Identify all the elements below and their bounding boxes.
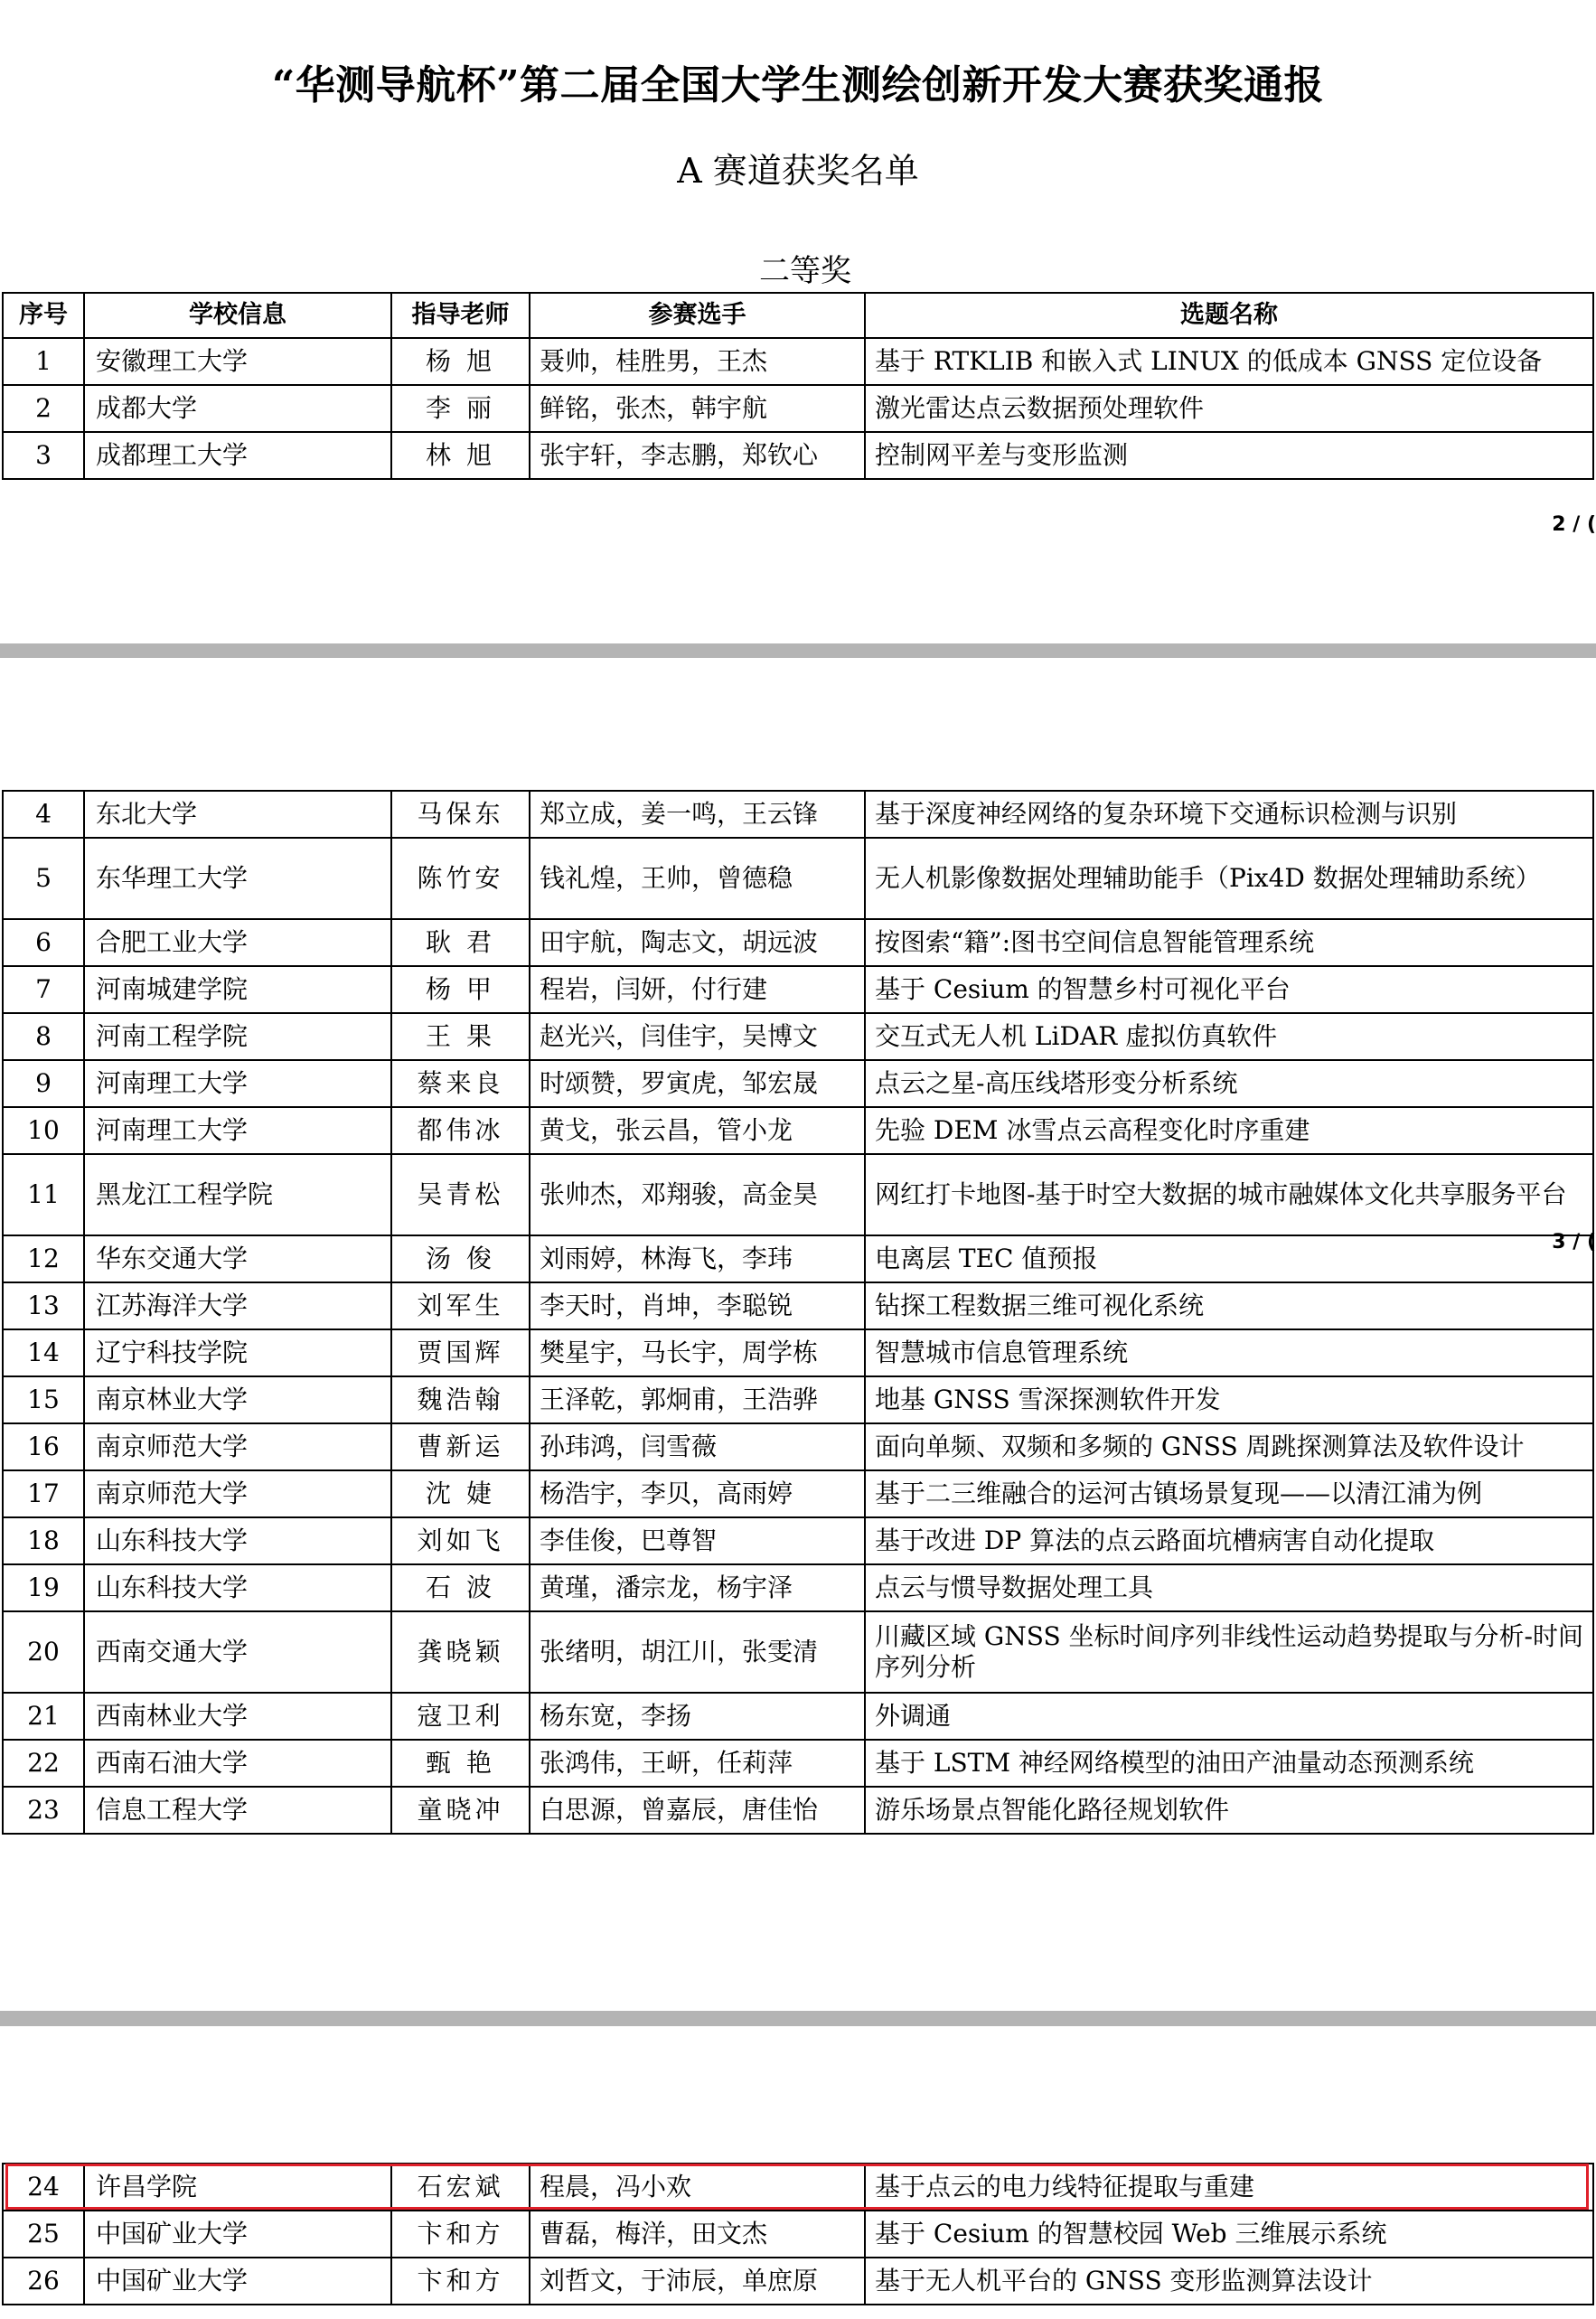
cell-advisor: 甄 艳 bbox=[391, 1740, 530, 1787]
cell-project-title: 智慧城市信息管理系统 bbox=[865, 1329, 1593, 1376]
table-row bbox=[3, 1329, 1593, 1376]
cell-advisor: 龚晓颖 bbox=[391, 1611, 530, 1693]
document-subtitle: A 赛道获奖名单 bbox=[677, 151, 919, 191]
cell-school: 江苏海洋大学 bbox=[84, 1282, 391, 1329]
table-row bbox=[3, 1740, 1593, 1787]
cell-team-members: 张鸿伟，王岍，任莉萍 bbox=[530, 1740, 865, 1787]
cell-team-members: 白思源，曾嘉辰，唐佳怡 bbox=[530, 1787, 865, 1834]
cell-project-title: 按图索“籍”:图书空间信息智能管理系统 bbox=[865, 919, 1593, 966]
cell-advisor: 马保东 bbox=[391, 791, 530, 838]
cell-team-members: 聂帅，桂胜男，王杰 bbox=[530, 338, 865, 385]
cell-serial-number: 24 bbox=[3, 2164, 84, 2211]
cell-project-title: 基于 LSTM 神经网络模型的油田产油量动态预测系统 bbox=[865, 1740, 1593, 1787]
cell-team-members: 李天时，肖坤，李聪锐 bbox=[530, 1282, 865, 1329]
table-row bbox=[3, 2164, 1593, 2211]
cell-team-members: 樊星宇，马长宇，周学栋 bbox=[530, 1329, 865, 1376]
cell-team-members: 黄瑾，潘宗龙，杨宇泽 bbox=[530, 1564, 865, 1611]
award-level-heading: 二等奖 bbox=[759, 253, 851, 289]
cell-serial-number: 23 bbox=[3, 1787, 84, 1834]
column-header-serial-number: 序号 bbox=[3, 293, 84, 338]
cell-project-title: 钻探工程数据三维可视化系统 bbox=[865, 1282, 1593, 1329]
cell-school: 南京师范大学 bbox=[84, 1423, 391, 1470]
cell-advisor: 曹新运 bbox=[391, 1423, 530, 1470]
cell-team-members: 钱礼煌，王帅，曾德稳 bbox=[530, 838, 865, 919]
cell-school: 河南理工大学 bbox=[84, 1107, 391, 1154]
cell-advisor: 魏浩翰 bbox=[391, 1376, 530, 1423]
cell-project-title: 基于 RTKLIB 和嵌入式 LINUX 的低成本 GNSS 定位设备 bbox=[865, 338, 1593, 385]
page-number: 2 / ( bbox=[1552, 513, 1596, 536]
cell-advisor: 杨 甲 bbox=[391, 966, 530, 1013]
cell-advisor: 童晓冲 bbox=[391, 1787, 530, 1834]
cell-school: 河南理工大学 bbox=[84, 1060, 391, 1107]
cell-serial-number: 15 bbox=[3, 1376, 84, 1423]
table-row bbox=[3, 1107, 1593, 1154]
cell-project-title: 控制网平差与变形监测 bbox=[865, 432, 1593, 479]
cell-school: 南京师范大学 bbox=[84, 1470, 391, 1517]
table-row bbox=[3, 1470, 1593, 1517]
page-number: 3 / ( bbox=[1552, 1231, 1596, 1253]
cell-project-title: 基于二三维融合的运河古镇场景复现——以清江浦为例 bbox=[865, 1470, 1593, 1517]
cell-project-title: 基于 Cesium 的智慧校园 Web 三维展示系统 bbox=[865, 2211, 1593, 2258]
cell-advisor: 王 果 bbox=[391, 1013, 530, 1060]
column-header-advisor: 指导老师 bbox=[391, 293, 530, 338]
cell-project-title: 基于深度神经网络的复杂环境下交通标识检测与识别 bbox=[865, 791, 1593, 838]
cell-serial-number: 19 bbox=[3, 1564, 84, 1611]
table-row bbox=[3, 1423, 1593, 1470]
page-separator bbox=[0, 2011, 1596, 2026]
table-row bbox=[3, 1787, 1593, 1834]
page-separator bbox=[0, 643, 1596, 658]
table-row bbox=[3, 338, 1593, 385]
cell-team-members: 张宇轩，李志鹏，郑钦心 bbox=[530, 432, 865, 479]
cell-project-title: 基于点云的电力线特征提取与重建 bbox=[865, 2164, 1593, 2211]
table-row bbox=[3, 2258, 1593, 2305]
cell-serial-number: 11 bbox=[3, 1154, 84, 1235]
column-header-school: 学校信息 bbox=[84, 293, 391, 338]
table-row bbox=[3, 1611, 1593, 1693]
cell-school: 东北大学 bbox=[84, 791, 391, 838]
cell-school: 河南工程学院 bbox=[84, 1013, 391, 1060]
cell-advisor: 刘如飞 bbox=[391, 1517, 530, 1564]
document-title: “华测导航杯”第二届全国大学生测绘创新开发大赛获奖通报 bbox=[271, 62, 1325, 108]
cell-team-members: 时颂赞，罗寅虎，邹宏晟 bbox=[530, 1060, 865, 1107]
table-row bbox=[3, 966, 1593, 1013]
table-row bbox=[3, 1235, 1593, 1282]
cell-team-members: 孙玮鸿，闫雪薇 bbox=[530, 1423, 865, 1470]
table-row bbox=[3, 1282, 1593, 1329]
cell-serial-number: 2 bbox=[3, 385, 84, 432]
cell-project-title: 基于改进 DP 算法的点云路面坑槽病害自动化提取 bbox=[865, 1517, 1593, 1564]
cell-serial-number: 10 bbox=[3, 1107, 84, 1154]
column-header-project-title: 选题名称 bbox=[865, 293, 1593, 338]
cell-school: 山东科技大学 bbox=[84, 1564, 391, 1611]
cell-advisor: 石 波 bbox=[391, 1564, 530, 1611]
cell-serial-number: 25 bbox=[3, 2211, 84, 2258]
cell-serial-number: 26 bbox=[3, 2258, 84, 2305]
table-row bbox=[3, 1060, 1593, 1107]
cell-team-members: 张绪明，胡江川，张雯清 bbox=[530, 1611, 865, 1693]
cell-project-title: 交互式无人机 LiDAR 虚拟仿真软件 bbox=[865, 1013, 1593, 1060]
cell-serial-number: 16 bbox=[3, 1423, 84, 1470]
table-header-row bbox=[3, 293, 1593, 338]
cell-serial-number: 14 bbox=[3, 1329, 84, 1376]
cell-advisor: 贾国辉 bbox=[391, 1329, 530, 1376]
cell-school: 安徽理工大学 bbox=[84, 338, 391, 385]
cell-project-title: 基于无人机平台的 GNSS 变形监测算法设计 bbox=[865, 2258, 1593, 2305]
cell-advisor: 都伟冰 bbox=[391, 1107, 530, 1154]
cell-serial-number: 13 bbox=[3, 1282, 84, 1329]
cell-team-members: 黄戈，张云昌，管小龙 bbox=[530, 1107, 865, 1154]
cell-advisor: 卞和方 bbox=[391, 2258, 530, 2305]
cell-project-title: 面向单频、双频和多频的 GNSS 周跳探测算法及软件设计 bbox=[865, 1423, 1593, 1470]
cell-team-members: 王泽乾，郭炯甫，王浩骅 bbox=[530, 1376, 865, 1423]
table-row bbox=[3, 1154, 1593, 1235]
cell-project-title: 点云之星-高压线塔形变分析系统 bbox=[865, 1060, 1593, 1107]
cell-team-members: 刘哲文，于沛辰，单庶原 bbox=[530, 2258, 865, 2305]
cell-team-members: 曹磊，梅洋，田文杰 bbox=[530, 2211, 865, 2258]
cell-school: 合肥工业大学 bbox=[84, 919, 391, 966]
cell-advisor: 耿 君 bbox=[391, 919, 530, 966]
cell-team-members: 赵光兴，闫佳宇，吴博文 bbox=[530, 1013, 865, 1060]
cell-team-members: 郑立成，姜一鸣，王云锋 bbox=[530, 791, 865, 838]
cell-advisor: 吴青松 bbox=[391, 1154, 530, 1235]
cell-school: 黑龙江工程学院 bbox=[84, 1154, 391, 1235]
table-row bbox=[3, 1564, 1593, 1611]
cell-serial-number: 5 bbox=[3, 838, 84, 919]
cell-advisor: 刘军生 bbox=[391, 1282, 530, 1329]
cell-school: 成都大学 bbox=[84, 385, 391, 432]
award-table-part-1 bbox=[2, 292, 1594, 480]
table-row bbox=[3, 2211, 1593, 2258]
cell-team-members: 田宇航，陶志文，胡远波 bbox=[530, 919, 865, 966]
cell-project-title: 地基 GNSS 雪深探测软件开发 bbox=[865, 1376, 1593, 1423]
cell-serial-number: 22 bbox=[3, 1740, 84, 1787]
cell-project-title: 激光雷达点云数据预处理软件 bbox=[865, 385, 1593, 432]
cell-project-title: 游乐场景点智能化路径规划软件 bbox=[865, 1787, 1593, 1834]
column-header-team-members: 参赛选手 bbox=[530, 293, 865, 338]
cell-project-title: 电离层 TEC 值预报 bbox=[865, 1235, 1593, 1282]
cell-serial-number: 18 bbox=[3, 1517, 84, 1564]
cell-project-title: 网红打卡地图-基于时空大数据的城市融媒体文化共享服务平台 bbox=[865, 1154, 1593, 1235]
cell-advisor: 林 旭 bbox=[391, 432, 530, 479]
cell-school: 信息工程大学 bbox=[84, 1787, 391, 1834]
cell-project-title: 基于 Cesium 的智慧乡村可视化平台 bbox=[865, 966, 1593, 1013]
cell-advisor: 沈 婕 bbox=[391, 1470, 530, 1517]
table-row bbox=[3, 432, 1593, 479]
cell-team-members: 鲜铭，张杰，韩宇航 bbox=[530, 385, 865, 432]
cell-school: 成都理工大学 bbox=[84, 432, 391, 479]
cell-serial-number: 1 bbox=[3, 338, 84, 385]
table-row bbox=[3, 1013, 1593, 1060]
table-row bbox=[3, 1517, 1593, 1564]
cell-advisor: 汤 俊 bbox=[391, 1235, 530, 1282]
table-row bbox=[3, 1376, 1593, 1423]
cell-school: 南京林业大学 bbox=[84, 1376, 391, 1423]
cell-project-title: 无人机影像数据处理辅助能手（Pix4D 数据处理辅助系统） bbox=[865, 838, 1593, 919]
cell-serial-number: 21 bbox=[3, 1693, 84, 1740]
table-row bbox=[3, 1693, 1593, 1740]
cell-serial-number: 12 bbox=[3, 1235, 84, 1282]
cell-school: 中国矿业大学 bbox=[84, 2211, 391, 2258]
cell-team-members: 张帅杰，邓翔骏，高金昊 bbox=[530, 1154, 865, 1235]
cell-school: 西南林业大学 bbox=[84, 1693, 391, 1740]
cell-serial-number: 4 bbox=[3, 791, 84, 838]
cell-school: 许昌学院 bbox=[84, 2164, 391, 2211]
cell-team-members: 程岩，闫妍，付行建 bbox=[530, 966, 865, 1013]
cell-project-title: 川藏区域 GNSS 坐标时间序列非线性运动趋势提取与分析-时间序列分析 bbox=[865, 1611, 1593, 1693]
cell-team-members: 李佳俊，巴尊智 bbox=[530, 1517, 865, 1564]
cell-advisor: 蔡来良 bbox=[391, 1060, 530, 1107]
award-table-part-3 bbox=[2, 2163, 1594, 2305]
table-row bbox=[3, 385, 1593, 432]
cell-school: 西南交通大学 bbox=[84, 1611, 391, 1693]
cell-advisor: 石宏斌 bbox=[391, 2164, 530, 2211]
cell-advisor: 李 丽 bbox=[391, 385, 530, 432]
cell-school: 辽宁科技学院 bbox=[84, 1329, 391, 1376]
cell-serial-number: 7 bbox=[3, 966, 84, 1013]
table-row bbox=[3, 791, 1593, 838]
cell-team-members: 程晨，冯小欢 bbox=[530, 2164, 865, 2211]
cell-team-members: 杨浩宇，李贝，高雨婷 bbox=[530, 1470, 865, 1517]
cell-school: 中国矿业大学 bbox=[84, 2258, 391, 2305]
cell-serial-number: 8 bbox=[3, 1013, 84, 1060]
table-row bbox=[3, 919, 1593, 966]
cell-advisor: 寇卫利 bbox=[391, 1693, 530, 1740]
cell-serial-number: 6 bbox=[3, 919, 84, 966]
cell-school: 西南石油大学 bbox=[84, 1740, 391, 1787]
cell-school: 河南城建学院 bbox=[84, 966, 391, 1013]
cell-school: 山东科技大学 bbox=[84, 1517, 391, 1564]
award-table-part-2 bbox=[2, 790, 1594, 1835]
cell-project-title: 点云与惯导数据处理工具 bbox=[865, 1564, 1593, 1611]
cell-school: 华东交通大学 bbox=[84, 1235, 391, 1282]
cell-team-members: 杨东宽，李扬 bbox=[530, 1693, 865, 1740]
cell-team-members: 刘雨婷，林海飞，李玮 bbox=[530, 1235, 865, 1282]
cell-advisor: 陈竹安 bbox=[391, 838, 530, 919]
cell-advisor: 卞和方 bbox=[391, 2211, 530, 2258]
cell-serial-number: 9 bbox=[3, 1060, 84, 1107]
cell-project-title: 先验 DEM 冰雪点云高程变化时序重建 bbox=[865, 1107, 1593, 1154]
cell-school: 东华理工大学 bbox=[84, 838, 391, 919]
cell-project-title: 外调通 bbox=[865, 1693, 1593, 1740]
cell-serial-number: 3 bbox=[3, 432, 84, 479]
table-row bbox=[3, 838, 1593, 919]
cell-serial-number: 20 bbox=[3, 1611, 84, 1693]
cell-advisor: 杨 旭 bbox=[391, 338, 530, 385]
cell-serial-number: 17 bbox=[3, 1470, 84, 1517]
